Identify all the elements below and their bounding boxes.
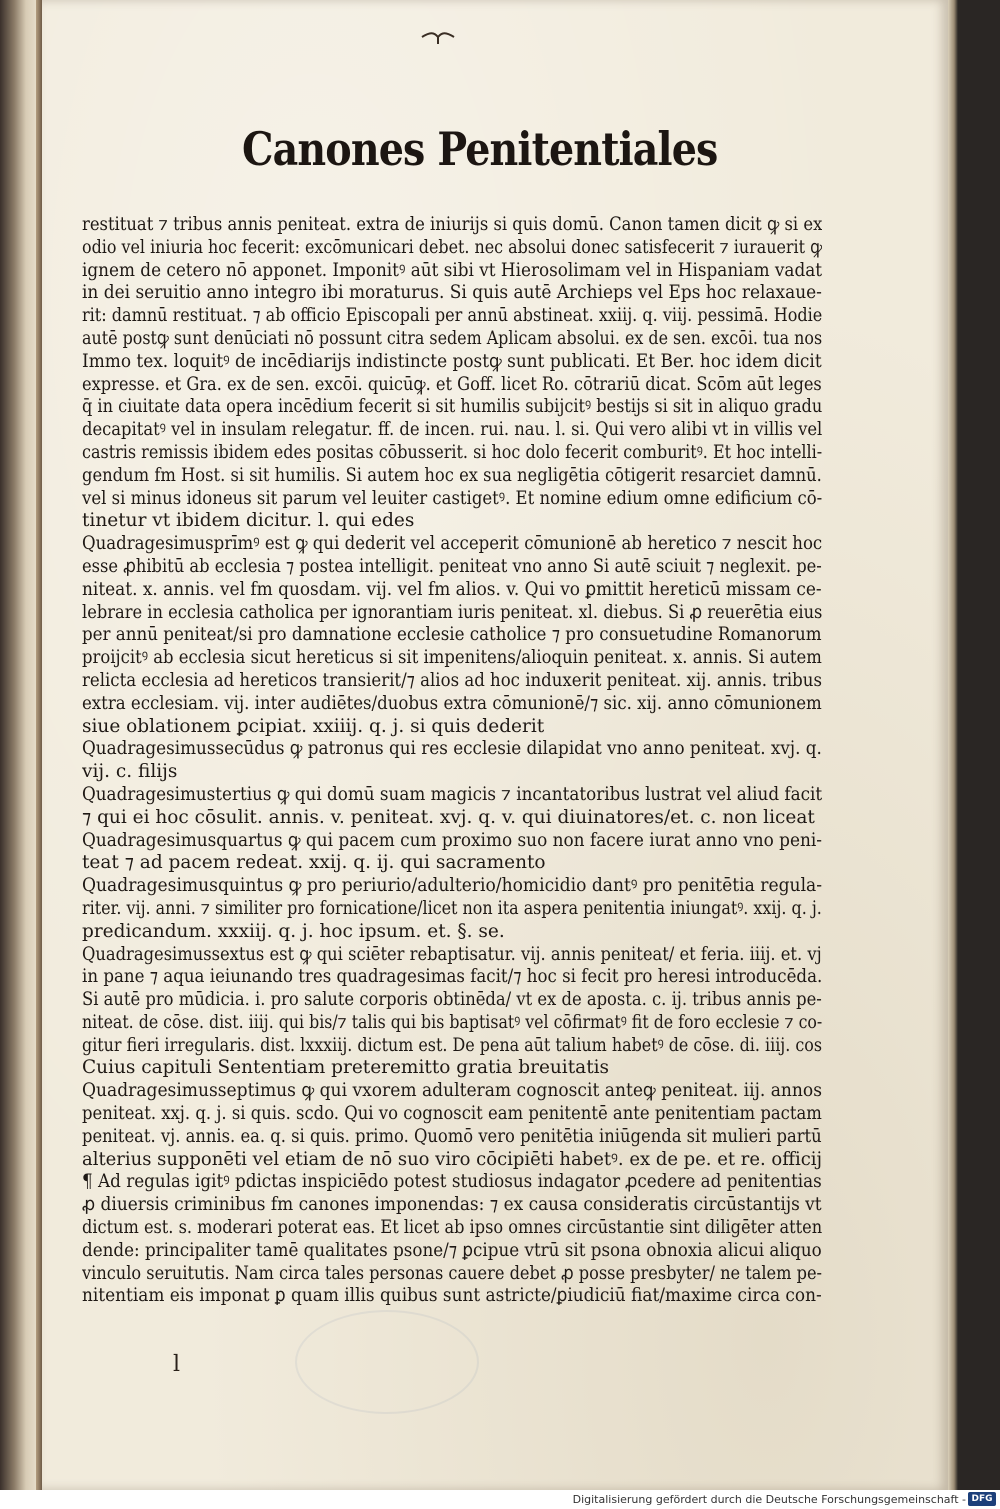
text-line: castris remissis ibidem edes positas cōbusserit. si hoc dolo fecerit comburitꝰ. Et hoc intelli-	[82, 441, 823, 463]
text-line: teat ⁊ ad pacem redeat. xxij. q. ij. qui sacramento	[82, 852, 546, 874]
text-line: vij. c. filijs	[82, 761, 178, 783]
text-line: Quadragesimussecūdus ꝙ patronus qui res ecclesie dilapidat vno anno peniteat. xvj. q.	[82, 738, 822, 760]
text-line: ¶ Ad regulas igitꝰ pdictas inspiciēdo potest studiosus indagator ꝓcedere ad penitentias	[82, 1171, 822, 1193]
text-line: dende: principaliter tamē qualitates psone/⁊ ꝑcipue vtrū sit psona obnoxia alicui aliquo	[82, 1239, 822, 1261]
page-title: Canones Penitentiales	[242, 122, 718, 176]
text-line: gitur fieri irregularis. dist. lxxxiij. dictum est. De pena aūt talium habetꝰ de cōse. di. iiij. cos	[82, 1034, 823, 1056]
text-line: gendum fm Host. si sit humilis. Si autem hoc ex sua negligētia cōtigerit resarciet damnū.	[82, 464, 822, 486]
text-line: ꝓ diuersis criminibus fm canones imponendas: ⁊ ex causa consideratis circūstantijs vt	[82, 1194, 822, 1216]
text-line: predicandum. xxxiij. q. j. hoc ipsum. et. §. se.	[82, 920, 505, 942]
text-line: Quadragesimusseptimus ꝙ qui vxorem adulteram cognoscit anteꝙ peniteat. iij. annos	[82, 1080, 822, 1102]
text-line: niteat. x. annis. vel fm quosdam. vij. vel fm alios. v. Qui vo ꝑmittit hereticū missam ce-	[82, 578, 822, 600]
text-line: alterius supponēti vel etiam de nō suo viro cōcipiēti habetꝰ. ex de pe. et re. officij	[82, 1148, 822, 1170]
page-right-edge	[948, 0, 958, 1490]
text-line: per annū peniteat/si pro damnatione ecclesie catholice ⁊ pro consuetudine Romanorum	[82, 624, 822, 646]
dfg-logo: DFG	[968, 1492, 996, 1506]
text-line: nitentiam eis imponat ꝑ quam illis quibus sunt astricte/ꝑiudiciū fiat/maxime circa con-	[82, 1285, 822, 1307]
text-line: dictum est. s. moderari poterat eas. Et licet ab ipso omnes circūstantie sint diligēter atten	[82, 1217, 823, 1239]
text-line: restituat ⁊ tribus annis peniteat. extra de iniurijs si quis domū. Canon tamen dicit ꝙ si ex	[82, 214, 822, 235]
text-line: Si autē pro mūdicia. i. pro salute corporis obtinēda/ vt ex de aposta. c. ij. tribus annis pe-	[82, 989, 822, 1011]
text-line: niteat. de cōse. dist. iiij. qui bis/⁊ talis qui bis baptisatꝰ vel cōfirmatꝰ fit de foro ecclesie ⁊ co-	[82, 1011, 822, 1033]
library-stamp	[295, 1310, 479, 1414]
text-line: autē postꝙ sunt denūciati nō possunt citra sedem Aplicam absolui. ex de sen. excōi. tua nos	[82, 327, 823, 349]
marginal-mark: l	[173, 1352, 181, 1377]
text-line: in pane ⁊ aqua ieiunando tres quadragesimas facit/⁊ hoc si fecit pro heresi introducēda.	[82, 966, 822, 988]
text-line: relicta ecclesia ad hereticos transierit/⁊ alios ad hoc induxerit peniteat. xij. annis. tribus	[82, 669, 822, 691]
text-line: q̄ in ciuitate data opera incēdium fecerit si sit humilis subijcitꝰ bestijs si sit in aliquo gradu	[82, 396, 823, 418]
text-line: Immo tex. loquitꝰ de incēdiarijs indistincte postꝙ sunt publicati. Et Ber. hoc idem dicit	[82, 350, 822, 372]
text-line: odio vel iniuria hoc fecerit: excōmunicari debet. nec absolui donec satisfecerit ⁊ iurauerit ꝙ	[82, 236, 823, 258]
text-line: tinetur vt ibidem dicitur. l. qui edes	[82, 510, 415, 532]
text-line: Quadragesimustertius ꝙ qui domū suam magicis ⁊ incantatoribus lustrat vel aliud facit	[82, 783, 823, 805]
text-line: vel si minus idoneus sit parum vel leuiter castigetꝰ. Et nomine edium omne edificium cō-	[82, 487, 823, 509]
text-line: esse ꝓhibitū ab ecclesia ⁊ postea intelligit. peniteat vno anno Si autē sciuit ⁊ neglexit. pe-	[82, 555, 822, 577]
text-line: lebrare in ecclesia catholica per ignorantiam iuris peniteat. xl. diebus. Si ꝓ reuerētia eius	[82, 601, 823, 623]
text-line: ⁊ qui ei hoc cōsulit. annis. v. peniteat. xvj. q. v. qui diuinatores/et. c. non liceat	[82, 806, 815, 828]
text-line: decapitatꝰ vel in insulam relegatur. ff. de incen. rui. nau. l. si. Qui vero alibi vt in villis vel	[82, 419, 822, 441]
text-line: peniteat. xxj. q. j. si quis. scdo. Qui vo cognoscit eam penitentē ante penitentiam pactam	[82, 1103, 822, 1125]
body-text	[82, 214, 822, 1308]
page-binding	[0, 0, 40, 1490]
text-line: ignem de cetero nō apponet. Imponitꝰ aūt sibi vt Hierosolimam vel in Hispaniam vadat	[82, 259, 822, 281]
text-line: in dei seruitio anno integro ibi moraturus. Si quis autē Archieps vel Eps hoc relaxaue-	[82, 282, 822, 304]
text-line: peniteat. vj. annis. ea. q. si quis. primo. Quomō vero penitētia iniūgenda sit mulieri partū	[82, 1125, 822, 1147]
text-line: Quadragesimusquintus ꝙ pro periurio/adulterio/homicidio dantꝰ pro penitētia regula-	[82, 875, 822, 897]
text-line: rit: damnū restituat. ⁊ ab officio Episcopali per annū abstineat. xxiij. q. viij. pessimā. Hodie	[82, 305, 822, 327]
text-line: Cuius capituli Sententiam preteremitto gratia breuitatis	[82, 1057, 610, 1079]
text-line: Quadragesimussextus est ꝙ qui sciēter rebaptisatur. vij. annis peniteat/ et feria. iiij. et. vj	[82, 943, 822, 965]
text-line: expresse. et Gra. ex de sen. excōi. quicūꝙ. et Goff. licet Ro. cōtrariū dicat. Scōm aūt leges	[82, 373, 822, 395]
text-line: riter. vij. anni. ⁊ similiter pro fornicatione/licet non ita aspera penitentia iniungatꝰ. xxij. q. j.	[82, 897, 822, 919]
text-line: vinculo seruitutis. Nam circa tales personas cauere debet ꝓ posse presbyter/ ne talem pe-	[82, 1262, 822, 1284]
text-line: proijcitꝰ ab ecclesia sicut hereticus si sit impenitens/alioquin peniteat. x. annis. Si autem	[82, 647, 822, 669]
text-line: Quadragesimusquartus ꝙ qui pacem cum proximo suo non facere iurat anno vno peni-	[82, 829, 823, 851]
text-line: Quadragesimusprīmꝰ est ꝙ qui dederit vel acceperit cōmunionē ab heretico ⁊ nescit hoc	[82, 533, 823, 555]
ornament-icon	[420, 28, 456, 46]
text-line: extra ecclesiam. vij. inter audiētes/duobus extra cōmunionē/⁊ sic. xij. anno cōmunionem	[82, 692, 822, 714]
footer-credit: Digitalisierung gefördert durch die Deutsche Forschungsgemeinschaft -	[572, 1493, 966, 1506]
text-line: siue oblationem ꝑcipiat. xxiiij. q. j. si quis dederit	[82, 715, 545, 737]
